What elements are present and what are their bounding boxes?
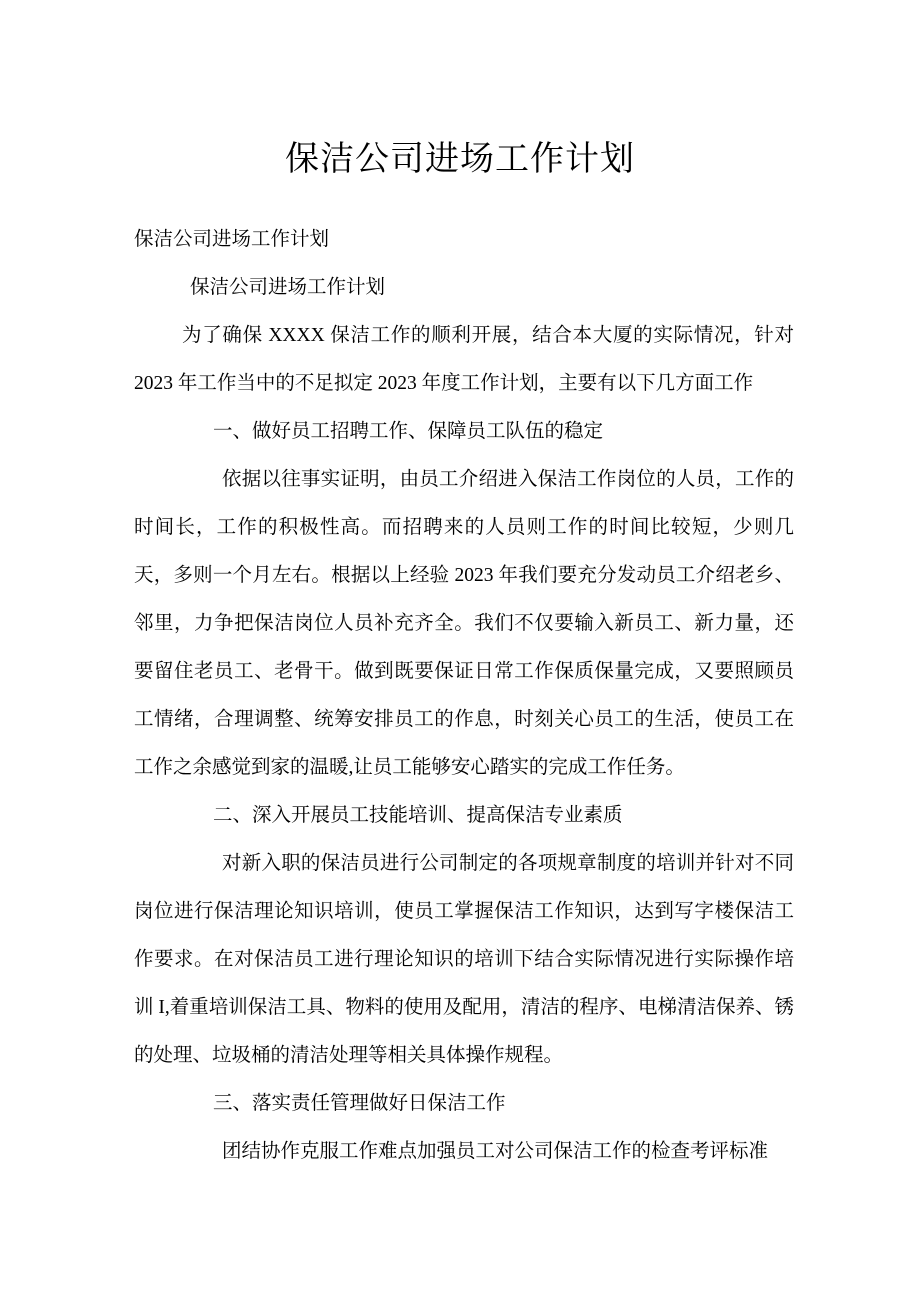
document-body: [134, 216, 794, 1176]
section-heading-3: 三、落实责任管理做好日保洁工作: [213, 1093, 506, 1114]
section-3-paragraph: 团结协作克服工作难点加强员工对公司保洁工作的检查考评标准: [222, 1141, 769, 1162]
section-heading-1: 一、做好员工招聘工作、保障员工队伍的稳定: [213, 421, 604, 442]
section-heading-2: 二、深入开展员工技能培训、提高保洁专业素质: [213, 805, 623, 826]
intro-paragraph: 为了确保 XXXX 保洁工作的顺利开展，结合本大厦的实际情况，针对 2023 年工作当中的不足拟定 2023 年度工作计划，主要有以下几方面工作: [134, 325, 794, 394]
section-2-paragraph: 对新入职的保洁员进行公司制定的各项规章制度的培训并针对不同岗位进行保洁理论知识培训，使员工掌握保洁工作知识，达到写字楼保洁工作要求。在对保洁员工进行理论知识的培训下结合实际情况进行实际操作培训 I,着重培训保洁工具、物料的使用及配用，清洁的程序、电梯清洁保养、锈的处理、垃圾桶的清洁处理等相关具体操作规程。: [134, 853, 794, 1066]
section-1-paragraph: 依据以往事实证明，由员工介绍进入保洁工作岗位的人员，工作的时间长，工作的积极性高。而招聘来的人员则工作的时间比较短，少则几天，多则一个月左右。根据以上经验 2023 年我们要充分发动员工介绍老乡、邻里，力争把保洁岗位人员补充齐全。我们不仅要输入新员工、新力量，还要留住老员工、老骨干。做到既要保证日常工作保质保量完成，又要照顾员工情绪，合理调整、统筹安排员工的作息，时刻关心员工的生活，使员工在工作之余感觉到家的温暖,让员工能够安心踏实的完成工作任务。: [134, 469, 794, 778]
subtitle-line-2: 保洁公司进场工作计划: [190, 277, 386, 298]
subtitle-line-1: 保洁公司进场工作计划: [134, 229, 330, 250]
document-title: [0, 138, 920, 182]
document-title-text: 保洁公司进场工作计划: [285, 141, 635, 178]
